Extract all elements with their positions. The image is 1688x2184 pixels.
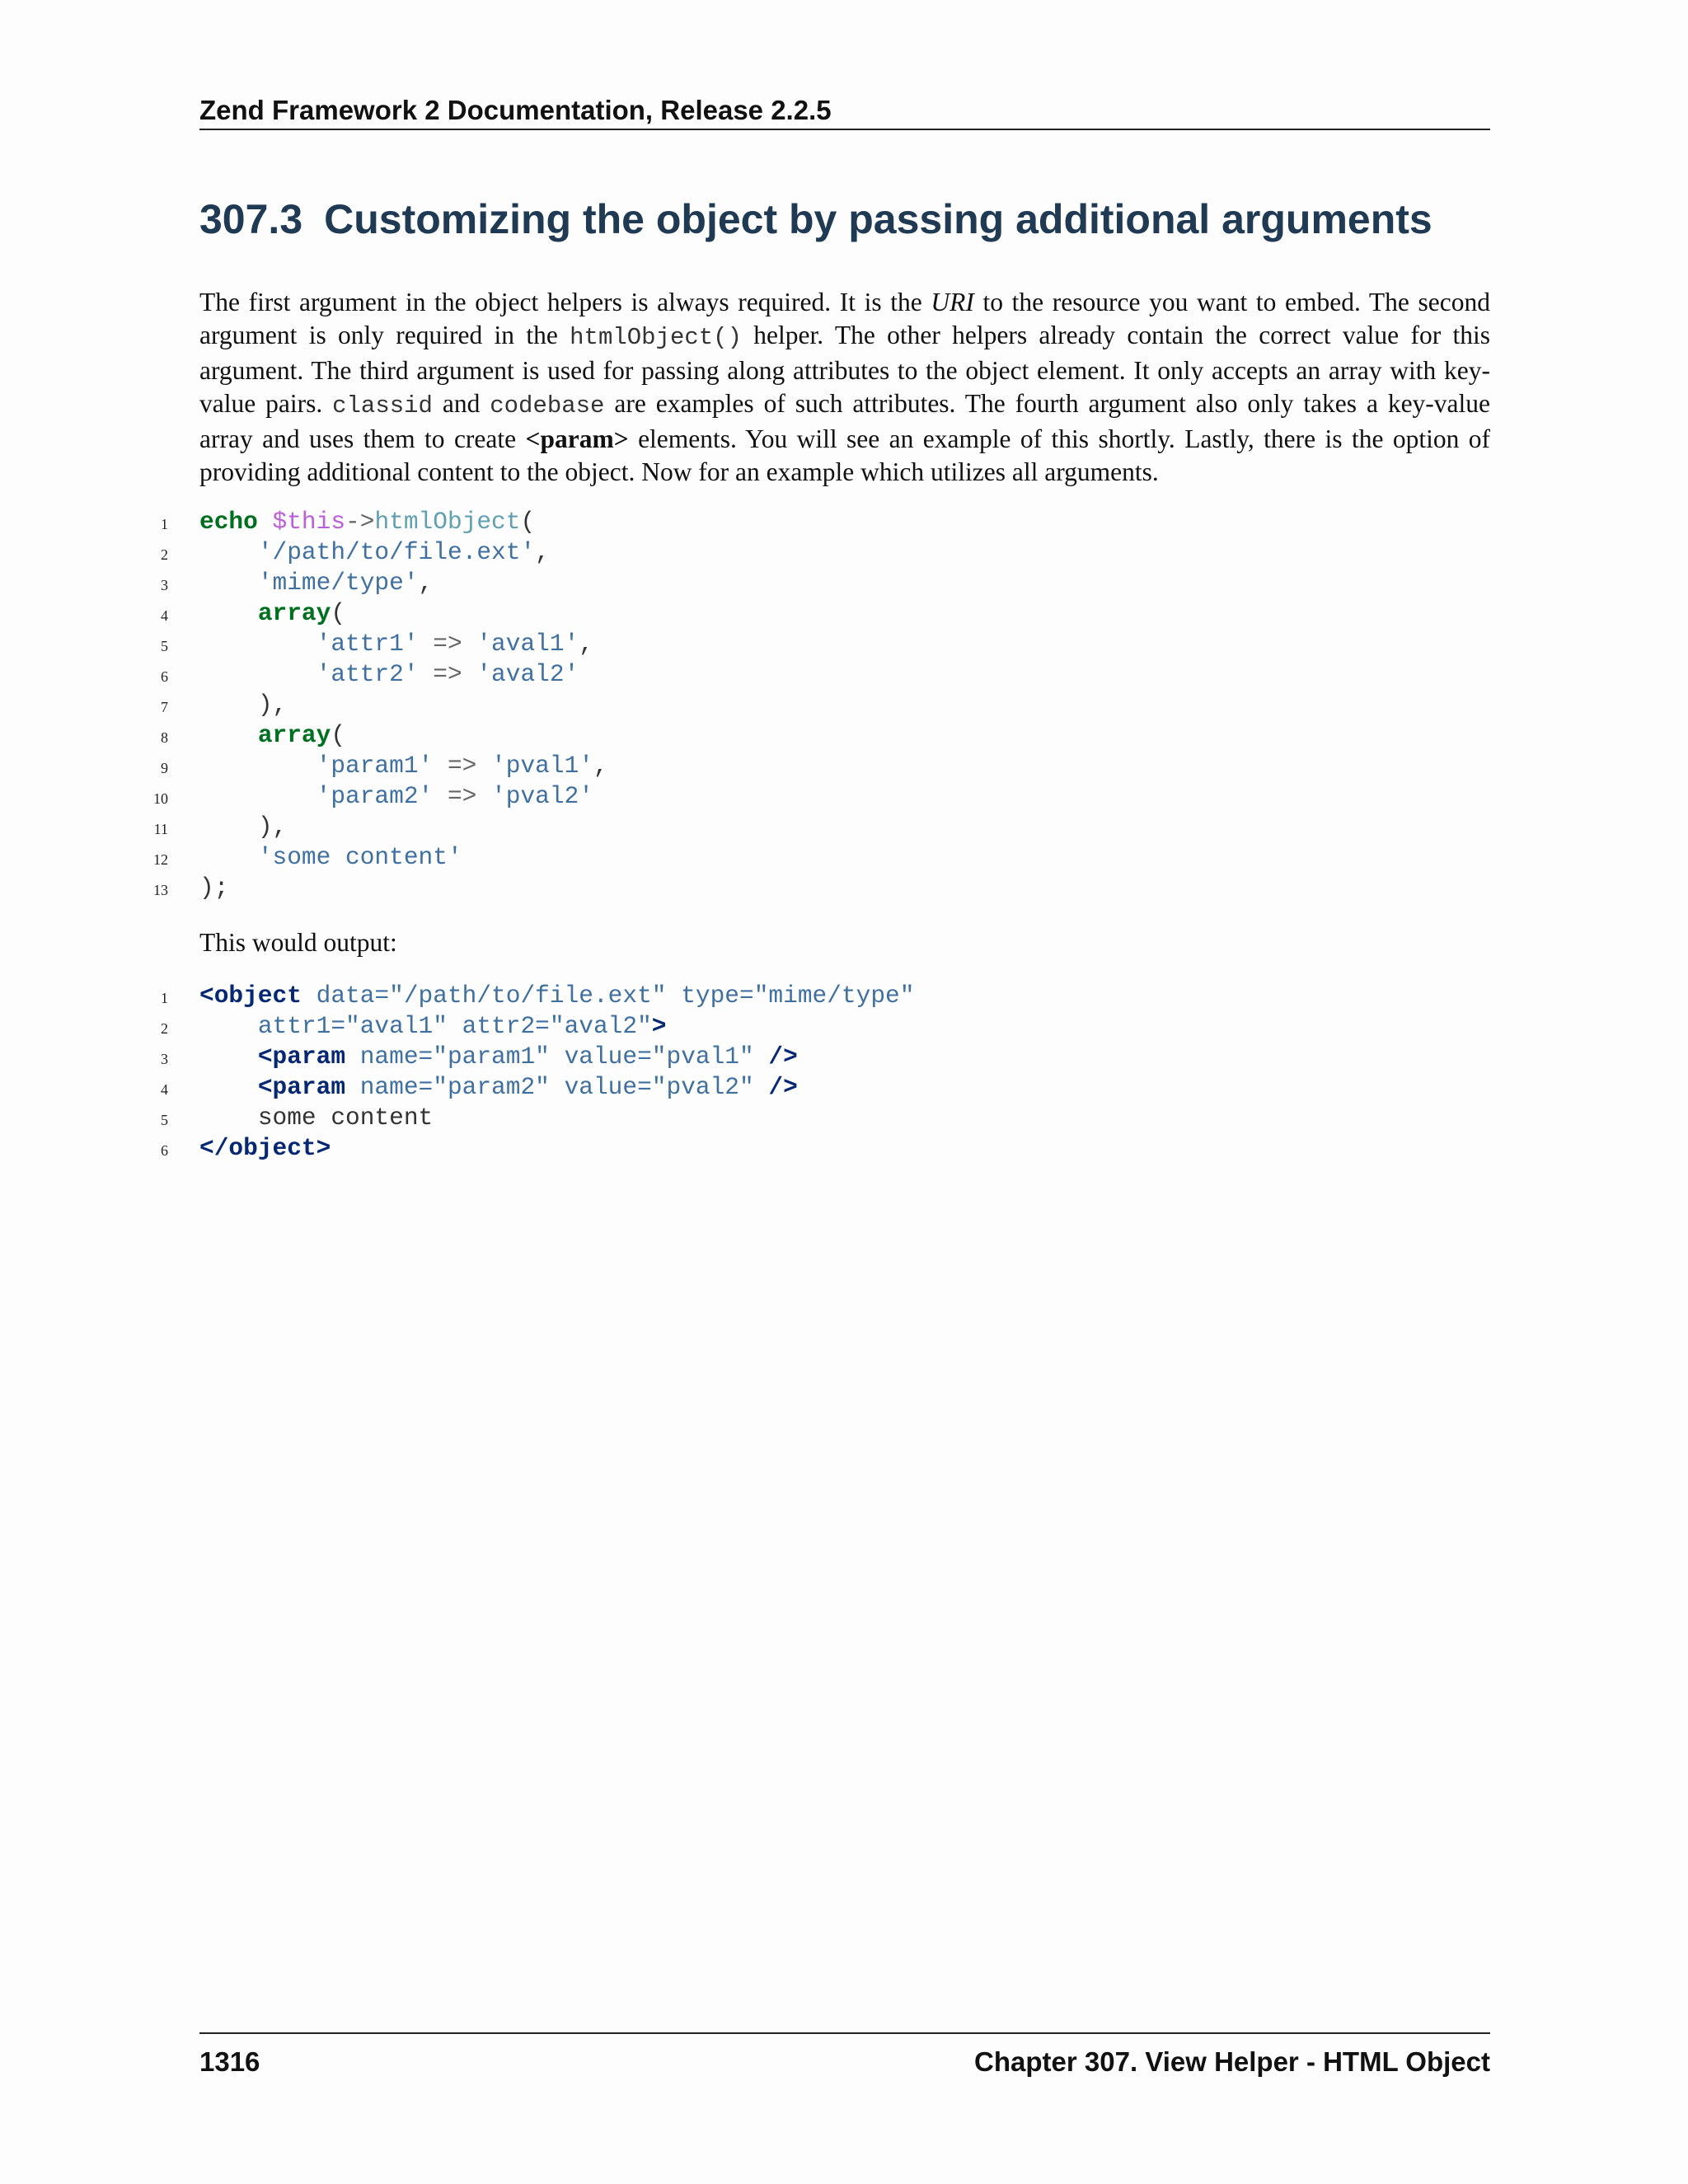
code-token: ( (331, 721, 346, 749)
line-number: 1 (161, 516, 168, 532)
line-number: 3 (161, 1051, 168, 1067)
code-token: 'param2' (316, 782, 434, 810)
line-number: 7 (161, 699, 168, 715)
code-token: <object (199, 982, 302, 1010)
code-token: name="param2" value="pval2" (345, 1073, 769, 1101)
php-code-block (0, 507, 1688, 903)
code-token: => (433, 782, 492, 810)
code-indent (199, 1073, 258, 1101)
code-indent (199, 660, 316, 688)
line-number: 5 (161, 638, 168, 654)
code-indent (199, 843, 258, 871)
line-number: 10 (153, 790, 168, 807)
line-number: 3 (161, 577, 168, 593)
code-token: ( (331, 599, 346, 627)
para-text-3: helper. The other helpers already contain the correct value for this argument. The third argument is used for passing along attributes to the object element. It only accepts an array with key-value pairs. (199, 321, 1490, 418)
line-number: 12 (153, 851, 168, 868)
code-line (0, 812, 1688, 842)
code-token: /> (768, 1043, 798, 1071)
code-indent (199, 569, 258, 597)
para-text-6: elements. You will see an example of this shortly. Lastly, there is the option of providing additional content to the object. Now for an example which utilizes all arguments. (199, 424, 1490, 486)
code-line (0, 842, 1688, 873)
code-line (0, 598, 1688, 629)
code-indent (199, 721, 258, 749)
code-token: </object> (199, 1134, 331, 1162)
code-line (0, 720, 1688, 751)
line-number: 6 (161, 668, 168, 685)
code-token: ( (520, 508, 536, 536)
code-line (0, 873, 1688, 903)
code-indent (199, 538, 258, 566)
code-token: /> (768, 1073, 798, 1101)
para-text-4: and (432, 389, 490, 418)
code-token: attr1="aval1" attr2="aval2" (257, 1012, 652, 1040)
code-token: echo (199, 508, 258, 536)
code-token: <param (257, 1073, 346, 1101)
code-line (0, 507, 1688, 537)
code-token: array (257, 721, 331, 749)
code-token: => (418, 630, 477, 658)
code-indent (199, 1104, 258, 1132)
code-token: array (257, 599, 331, 627)
para-code-htmlobject: htmlObject() (570, 324, 742, 351)
code-line (0, 659, 1688, 690)
running-footer (199, 2032, 1490, 2080)
line-number: 4 (161, 1081, 168, 1098)
code-token: > (651, 1012, 667, 1040)
code-line (0, 751, 1688, 781)
line-number: 9 (161, 760, 168, 776)
line-number: 4 (161, 607, 168, 624)
code-token: 'pval1' (491, 752, 593, 780)
para-code-classid: classid (332, 392, 433, 419)
code-token: , (535, 538, 550, 566)
code-token: , (593, 752, 608, 780)
code-line (0, 537, 1688, 568)
code-token: , (579, 630, 593, 658)
page-number: 1316 (199, 2046, 260, 2077)
code-indent (199, 599, 258, 627)
code-indent (199, 630, 316, 658)
code-token: data="/path/to/file.ext" type="mime/type" (301, 982, 915, 1010)
code-line (0, 629, 1688, 659)
code-token: ), (257, 691, 288, 719)
code-token: 'aval1' (476, 630, 579, 658)
code-token: , (418, 569, 434, 597)
section-number: 307.3 (199, 196, 303, 242)
code-token: 'attr2' (316, 660, 419, 688)
code-line (0, 568, 1688, 598)
header-title: Zend Framework 2 Documentation, Release 2.2.5 (199, 95, 832, 125)
code-indent (199, 1043, 258, 1071)
code-token (258, 508, 273, 536)
code-line (0, 690, 1688, 720)
code-token: ); (199, 874, 229, 902)
code-token: 'attr1' (316, 630, 419, 658)
code-indent (199, 813, 258, 841)
line-number: 13 (153, 882, 168, 898)
para-uri: URI (931, 288, 974, 316)
chapter-title: Chapter 307. View Helper - HTML Object (974, 2046, 1490, 2077)
code-token: some content (257, 1104, 434, 1132)
code-token: -> (345, 508, 375, 536)
para-text-5: are examples of such attributes. The fourth argument also only takes a key-value array and uses them to create (199, 389, 1491, 453)
code-token: $this (272, 508, 346, 536)
line-number: 1 (161, 990, 168, 1006)
code-token: htmlObject (374, 508, 521, 536)
code-token: ), (257, 813, 288, 841)
code-token: <param (257, 1043, 346, 1071)
output-label: This would output: (199, 928, 397, 957)
code-line (0, 1133, 1688, 1164)
code-indent (199, 782, 316, 810)
code-token: => (418, 660, 477, 688)
code-line (0, 1042, 1688, 1072)
code-token: name="param1" value="pval1" (345, 1043, 769, 1071)
code-token: => (433, 752, 492, 780)
html-output-code-block (0, 981, 1688, 1164)
code-token: 'mime/type' (257, 569, 419, 597)
code-token: 'param1' (316, 752, 434, 780)
line-number: 2 (161, 1020, 168, 1037)
line-number: 11 (153, 821, 168, 837)
section-title (199, 191, 1432, 247)
code-indent (199, 1012, 258, 1040)
line-number: 8 (161, 729, 168, 746)
code-indent (199, 752, 316, 780)
code-line (0, 1072, 1688, 1103)
code-token: '/path/to/file.ext' (257, 538, 536, 566)
code-token: 'aval2' (476, 660, 579, 688)
para-param-tag: <param> (525, 424, 629, 453)
running-header (199, 92, 1490, 130)
code-line (0, 981, 1688, 1011)
section-title-text: Customizing the object by passing additional arguments (324, 196, 1432, 242)
code-token: 'some content' (257, 843, 462, 871)
code-token: 'pval2' (491, 782, 593, 810)
para-text-2: to the resource you want to embed. The second argument is only required in the (199, 288, 1490, 349)
line-number: 5 (161, 1112, 168, 1128)
para-code-codebase: codebase (490, 392, 605, 419)
intro-paragraph (199, 286, 1490, 489)
para-text-1: The first argument in the object helpers is always required. It is the (199, 288, 931, 316)
code-indent (199, 691, 258, 719)
code-line (0, 781, 1688, 812)
code-line (0, 1103, 1688, 1133)
code-line (0, 1011, 1688, 1042)
line-number: 6 (161, 1142, 168, 1159)
line-number: 2 (161, 546, 168, 563)
